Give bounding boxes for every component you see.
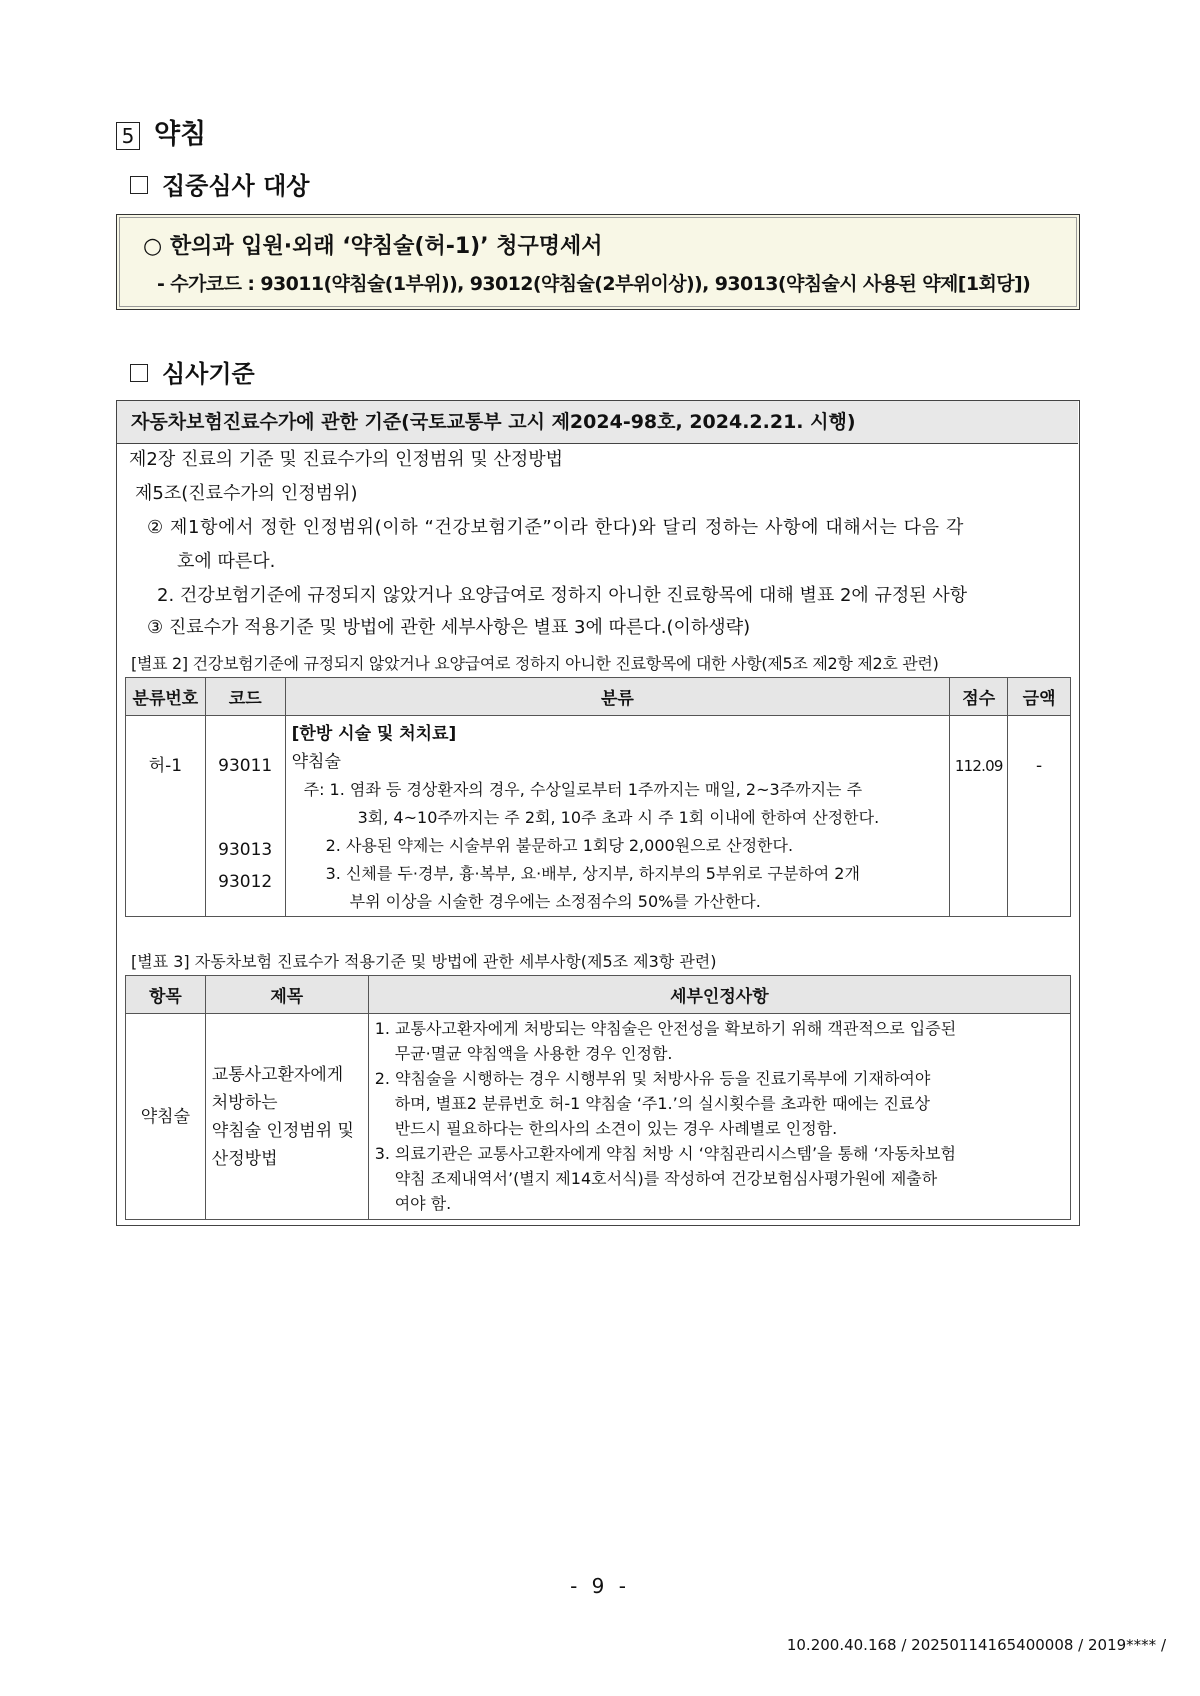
target-box (116, 214, 1080, 310)
detail-line: 무균·멸균 약침액을 사용한 경우 인정함. (394, 1044, 673, 1063)
table3-title-cell (205, 1014, 368, 1220)
criteria-box-title: 자동차보험진료수가에 관한 기준(국토교통부 고시 제2024-98호, 2024.2.21. 시행) (117, 401, 1078, 444)
table3-header: 항목 (126, 976, 206, 1014)
table2-caption: [별표 2] 건강보험기준에 규정되지 않았거나 요양급여로 정하지 아니한 진료항목에 대한 사항(제5조 제2항 제2호 관련) (131, 654, 939, 673)
detail-line: 1. 교통사고환자에게 처방되는 약침술은 안전성을 확보하기 위해 객관적으로 입증된 (374, 1019, 957, 1038)
table2-header: 코드 (205, 678, 285, 716)
title-line: 교통사고환자에게 (211, 1064, 344, 1085)
table3-item: 약침술 (140, 1106, 191, 1127)
code-93012: 93012 (218, 872, 273, 892)
table2-header: 점수 (950, 678, 1008, 716)
table3-caption: [별표 3] 자동차보험 진료수가 적용기준 및 방법에 관한 세부사항(제5조 제3항 관련) (131, 952, 717, 971)
table2 (125, 677, 1071, 917)
table3-item-cell (126, 1014, 206, 1220)
section-title-text: 약침 (154, 119, 207, 150)
page-number: - 9 - (570, 1574, 630, 1598)
target-heading: 집중심사 대상 (130, 166, 309, 201)
criteria-line: ③ 진료수가 적용기준 및 방법에 관한 세부사항은 별표 3에 따른다.(이하생략) (147, 617, 751, 638)
checkbox-icon (130, 176, 148, 194)
section-number: 5 (116, 122, 140, 150)
code-93011: 93011 (218, 756, 273, 776)
criteria-box (116, 400, 1080, 1226)
document-id: 10.200.40.168 / 20250114165400008 / 2019**** / (786, 1636, 1166, 1654)
criteria-line: 2. 건강보험기준에 규정되지 않았거나 요양급여로 정하지 아니한 진료항목에 대해 별표 2에 규정된 사항 (157, 585, 968, 606)
title-line: 약침술 인정범위 및 (211, 1120, 354, 1141)
amount-value: - (1036, 756, 1043, 776)
table3 (125, 975, 1071, 1220)
table2-class-cell (126, 716, 206, 917)
detail-line: 하며, 별표2 분류번호 허-1 약침술 ‘주1.’의 실시횟수를 초과한 때에는 진료상 (394, 1094, 930, 1113)
criteria-line: 호에 따른다. (177, 551, 276, 572)
detail-line: 3. 의료기관은 교통사고환자에게 약침 처방 시 ‘약침관리시스템’을 통해 ‘자동차보험 (374, 1144, 956, 1163)
table2-category-cell (285, 716, 950, 917)
table2-header: 분류번호 (126, 678, 206, 716)
title-line: 처방하는 (211, 1092, 278, 1113)
criteria-line: 제2장 진료의 기준 및 진료수가의 인정범위 및 산정방법 (129, 449, 564, 470)
code-93013: 93013 (218, 840, 273, 860)
table2-code-cell (205, 716, 285, 917)
target-line-1: ○ 한의과 입원·외래 ‘약침술(허-1)’ 청구명세서 (143, 234, 603, 259)
table2-amount-cell (1008, 716, 1071, 917)
title-line: 산정방법 (211, 1148, 278, 1169)
table3-header: 제목 (205, 976, 368, 1014)
table2-header: 분류 (285, 678, 950, 716)
detail-line: 여야 함. (394, 1194, 452, 1213)
table3-detail-cell (368, 1014, 1070, 1220)
detail-line: 2. 약침술을 시행하는 경우 시행부위 및 처방사유 등을 진료기록부에 기재하여야 (374, 1069, 931, 1088)
note-line: 2. 사용된 약제는 시술부위 불문하고 1회당 2,000원으로 산정한다. (325, 836, 794, 855)
score-value: 112.09 (954, 757, 1003, 775)
table2-score-cell (950, 716, 1008, 917)
detail-line: 약침 조제내역서’(별지 제14호서식)를 작성하여 건강보험심사평가원에 제출하 (394, 1169, 938, 1188)
class-number: 허-1 (148, 756, 183, 776)
note-line: 3. 신체를 두·경부, 흉·복부, 요·배부, 상지부, 하지부의 5부위로 구분하여 2개 (325, 864, 860, 883)
note-line: 부위 이상을 시술한 경우에는 소정점수의 50%를 가산한다. (349, 892, 761, 911)
note-line: 3회, 4~10주까지는 주 2회, 10주 초과 시 주 1회 이내에 한하여 산정한다. (357, 808, 880, 827)
detail-line: 반드시 필요하다는 한의사의 소견이 있는 경우 사례별로 인정함. (394, 1119, 838, 1138)
table3-header: 세부인정사항 (368, 976, 1070, 1014)
category-heading: [한방 시술 및 처치료] (291, 724, 457, 744)
note-line: 주: 1. 염좌 등 경상환자의 경우, 수상일로부터 1주까지는 매일, 2~3주까지는 주 (303, 780, 863, 799)
target-line-2: - 수가코드 : 93011(약침술(1부위)), 93012(약침술(2부위이상)), 93013(약침술시 사용된 약제[1회당]) (157, 273, 1031, 295)
checkbox-icon (130, 364, 148, 382)
criteria-line: ② 제1항에서 정한 인정범위(이하 “건강보험기준”이라 한다)와 달리 정하는 사항에 대해서는 다음 각 (147, 517, 964, 538)
table2-header: 금액 (1008, 678, 1071, 716)
criteria-heading: 심사기준 (130, 354, 255, 389)
category-item: 약침술 (291, 752, 341, 772)
section-title (116, 112, 206, 151)
criteria-line: 제5조(진료수가의 인정범위) (135, 483, 358, 504)
